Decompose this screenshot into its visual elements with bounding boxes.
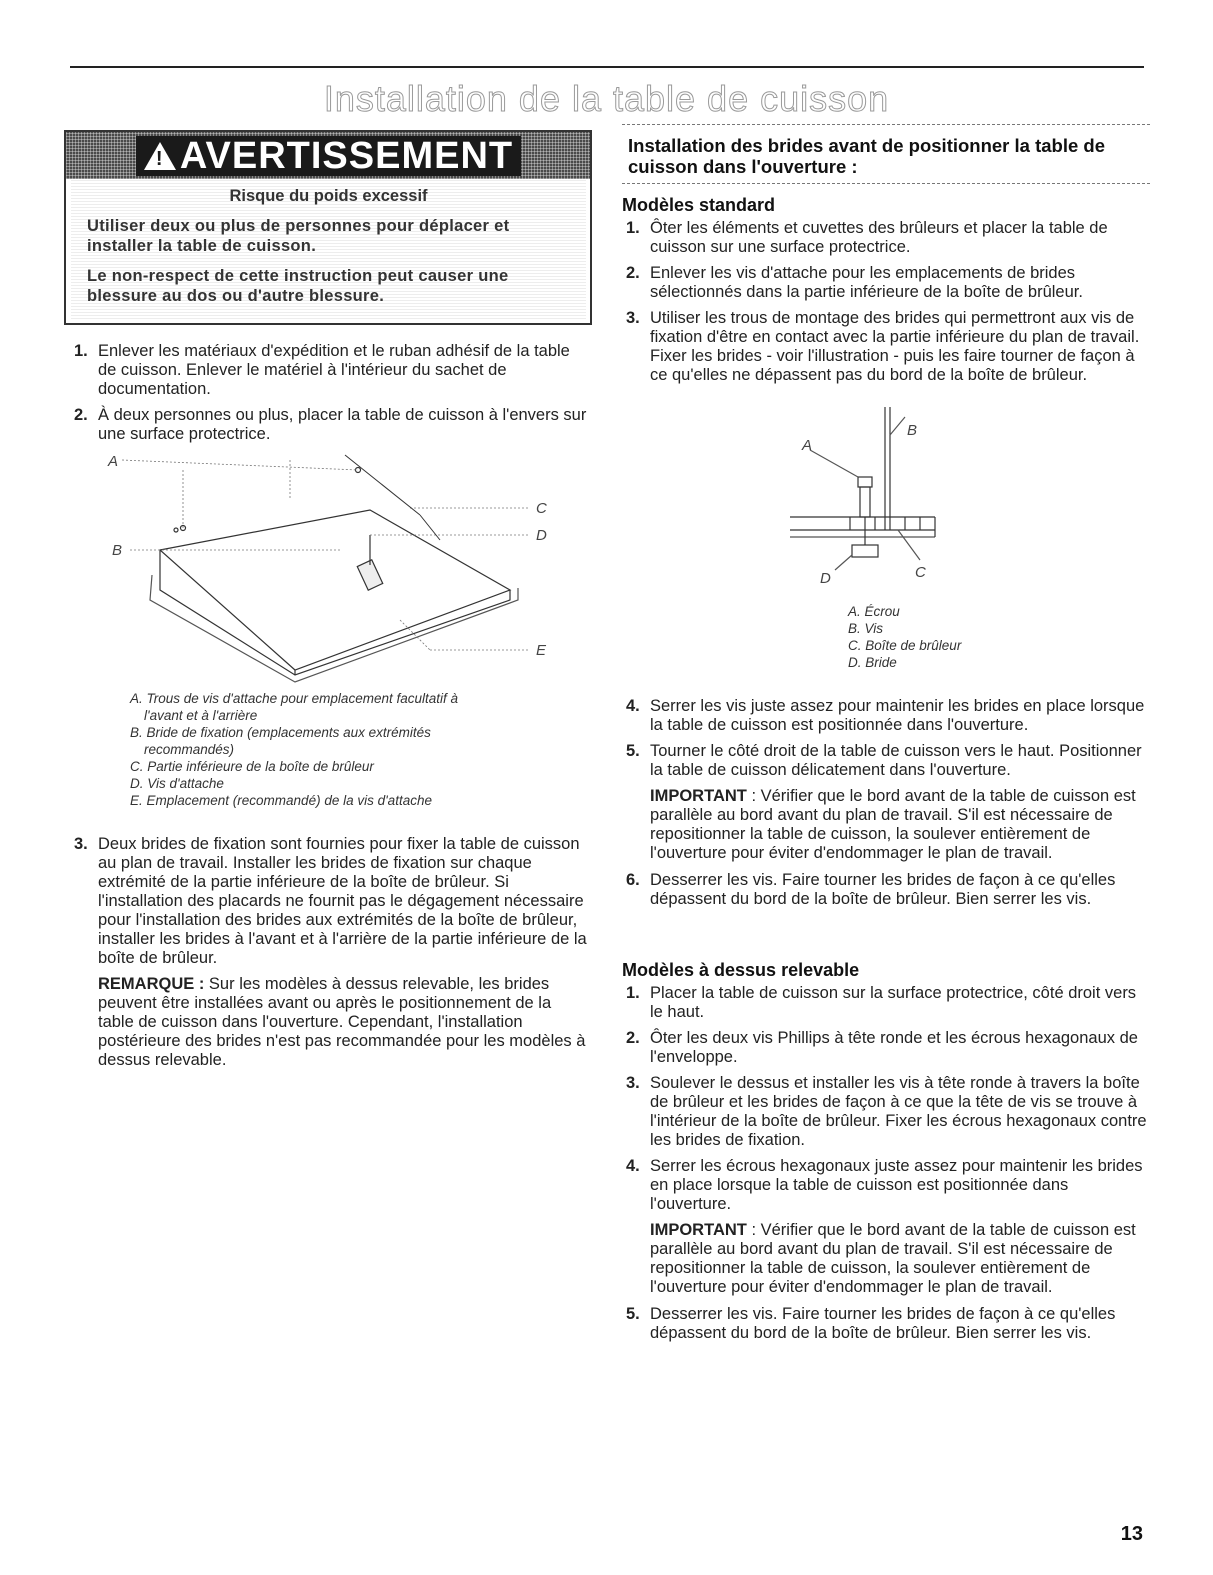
step-text: Utiliser les trous de montage des brides qui permettront aux vis de fixation d'être en contact avec la partie inférieure du plan de travail. Fixer les brides - voir l'illustration - puis les faire tourner de façon à ce qu'elles ne dépassent pas du bord de la boîte de brûleur. <box>650 309 1140 384</box>
legend-item: A. Trous de vis d'attache pour emplacement facultatif à <box>130 691 458 706</box>
standard-section <box>622 196 1152 392</box>
bracket-detail-figure <box>780 405 960 585</box>
list-item <box>622 871 1152 909</box>
legend-item: D. Vis d'attache <box>130 776 224 791</box>
list-item <box>622 984 1152 1022</box>
step-number: 1. <box>626 219 640 237</box>
step-text: Enlever les vis d'attache pour les emplacements de brides sélectionnés dans la partie inférieure de la boîte de brûleur. <box>650 264 1083 301</box>
step-text: Desserrer les vis. Faire tourner les brides de façon à ce qu'elles dépassent du bord de la boîte de brûleur. Bien serrer les vis. <box>650 871 1116 908</box>
remarque-text: Sur les modèles à dessus relevable, les brides peuvent être installées avant ou après le positionnement de la table de cuisson dans l'ouverture. Cependant, l'installation postérieure des brides n'est pas recommandée pour les modèles à dessus relevable. <box>98 975 586 1069</box>
list-item <box>622 1305 1152 1343</box>
figure-label-a: A <box>802 437 813 454</box>
legend-item: C. Boîte de brûleur <box>848 638 962 653</box>
warning-line: Utiliser deux ou plus de personnes pour déplacer et installer la table de cuisson. <box>87 217 510 255</box>
step-number: 3. <box>74 835 88 853</box>
step-number: 3. <box>626 1074 640 1092</box>
warning-label <box>136 136 521 176</box>
step-text: Serrer les vis juste assez pour maintenir les brides en place lorsque la table de cuisson est positionnée dans l'ouverture. <box>650 697 1145 734</box>
relevable-title: Modèles à dessus relevable <box>622 960 860 980</box>
important-label: IMPORTANT <box>650 1221 747 1239</box>
important-text: : Vérifier que le bord avant de la table de cuisson est parallèle au bord avant du plan de travail. S'il est nécessaire de repositionner la table de cuisson, la soulever entièrement de l'ouverture pour éviter d'endommager le plan de travail. <box>650 1221 1136 1296</box>
figure-label-c: C <box>536 500 547 517</box>
warning-triangle-icon: ! <box>144 142 176 170</box>
warning-line: Le non-respect de cette instruction peut causer une blessure au dos ou d'autre blessure. <box>87 267 509 305</box>
warning-subtitle: Risque du poids excessif <box>229 187 428 205</box>
page-number: 13 <box>1120 1523 1143 1545</box>
legend-item: E. Emplacement (recommandé) de la vis d'attache <box>130 793 432 808</box>
list-item <box>70 406 590 444</box>
page-title: Installation de la table de cuisson <box>323 78 890 119</box>
standard-title: Modèles standard <box>622 195 776 215</box>
step-text: Tourner le côté droit de la table de cuisson vers le haut. Positionner la table de cuisson délicatement dans l'ouverture. <box>650 742 1142 779</box>
step-text: Serrer les écrous hexagonaux juste assez pour maintenir les brides en place lorsque la table de cuisson est positionnée dans l'ouverture. <box>650 1157 1143 1213</box>
step-number: 3. <box>626 309 640 327</box>
cooktop-bracket-figure <box>100 440 560 685</box>
list-item <box>622 697 1152 735</box>
warning-body <box>71 179 586 319</box>
step-text: Placer la table de cuisson sur la surface protectrice, côté droit vers le haut. <box>650 984 1137 1021</box>
important-text: : Vérifier que le bord avant de la table de cuisson est parallèle au bord avant du plan de travail. S'il est nécessaire de repositionner la table de cuisson, la soulever entièrement de l'ouverture pour éviter d'endommager le plan de travail. <box>650 787 1136 862</box>
step-text: À deux personnes ou plus, placer la table de cuisson à l'envers sur une surface protectrice. <box>98 406 587 443</box>
remarque-label: REMARQUE : <box>98 975 205 993</box>
right-figure-legend <box>848 603 1068 671</box>
important-note <box>622 1221 1152 1297</box>
step-number: 2. <box>626 264 640 282</box>
legend-item: C. Partie inférieure de la boîte de brûleur <box>130 759 374 774</box>
section-heading: Installation des brides avant de positionner la table de cuisson dans l'ouverture : <box>628 135 1105 177</box>
legend-item: B. Vis <box>848 621 884 636</box>
step-number: 5. <box>626 1305 640 1323</box>
top-rule <box>70 66 1144 68</box>
remarque-note <box>70 975 590 1070</box>
list-item <box>622 742 1152 780</box>
warning-banner <box>66 132 590 179</box>
leader-line-a <box>122 460 358 470</box>
figure-label-d: D <box>536 527 547 544</box>
list-item <box>622 1029 1152 1067</box>
figure-label-a: A <box>108 453 119 470</box>
figure-label-b: B <box>907 422 918 439</box>
step-number: 2. <box>74 406 88 424</box>
list-item <box>622 309 1152 385</box>
step-text: Ôter les éléments et cuvettes des brûleurs et placer la table de cuisson sur une surface protectrice. <box>650 219 1108 256</box>
step-text: Deux brides de fixation sont fournies pour fixer la table de cuisson au plan de travail. Installer les brides de fixation sur chaque extrémité de la partie inférieure de la boîte de brûleur. Si l'installation des placards ne fournit pas le dégagement nécessaire pour l'installation des brides aux extrémités de la boîte de brûleur, installer les brides à l'avant et à l'arrière de la partie inférieure de la boîte de brûleur. <box>98 835 587 967</box>
legend-item: D. Bride <box>848 655 897 670</box>
step-text: Ôter les deux vis Phillips à tête ronde et les écrous hexagonaux de l'enveloppe. <box>650 1029 1138 1066</box>
legend-item: A. Écrou <box>848 604 900 619</box>
relevable-section <box>622 961 1152 1350</box>
legend-item: l'avant et à l'arrière <box>144 708 258 723</box>
list-item <box>622 1157 1152 1214</box>
important-label: IMPORTANT <box>650 787 747 805</box>
step-number: 5. <box>626 742 640 760</box>
figure-label-d: D <box>820 570 831 585</box>
step-text: Desserrer les vis. Faire tourner les brides de façon à ce qu'elles dépassent du bord de la boîte de brûleur. Bien serrer les vis. <box>650 1305 1116 1342</box>
left-figure-legend <box>130 690 550 809</box>
list-item <box>70 342 590 399</box>
step-number: 6. <box>626 871 640 889</box>
step-text: Enlever les matériaux d'expédition et le ruban adhésif de la table de cuisson. Enlever le matériel à l'intérieur du sachet de documentation. <box>98 342 570 398</box>
step-text: Soulever le dessus et installer les vis à tête ronde à travers la boîte de brûleur et les brides de façon à ce que la tête de vis se trouve à l'intérieur de la boîte de brûleur. Fixer les écrous hexagonaux contre les brides de fixation. <box>650 1074 1147 1149</box>
figure-label-b: B <box>112 542 123 559</box>
figure-label-e: E <box>536 642 547 659</box>
list-item <box>622 1074 1152 1150</box>
legend-item: B. Bride de fixation (emplacements aux extrémités <box>130 725 431 740</box>
step-number: 1. <box>74 342 88 360</box>
list-item <box>622 264 1152 302</box>
legend-item: recommandés) <box>144 742 235 757</box>
standard-steps-cont <box>622 697 1152 916</box>
step-number: 2. <box>626 1029 640 1047</box>
step-number: 4. <box>626 1157 640 1175</box>
right-heading-box <box>622 124 1150 184</box>
step-number: 1. <box>626 984 640 1002</box>
left-steps <box>70 342 590 451</box>
figure-label-c: C <box>915 564 926 581</box>
warning-label-text: AVERTISSEMENT <box>179 135 514 177</box>
left-step3 <box>70 835 590 1078</box>
list-item <box>622 219 1152 257</box>
step-number: 4. <box>626 697 640 715</box>
list-item <box>70 835 590 968</box>
warning-box <box>64 130 592 325</box>
important-note <box>622 787 1152 863</box>
